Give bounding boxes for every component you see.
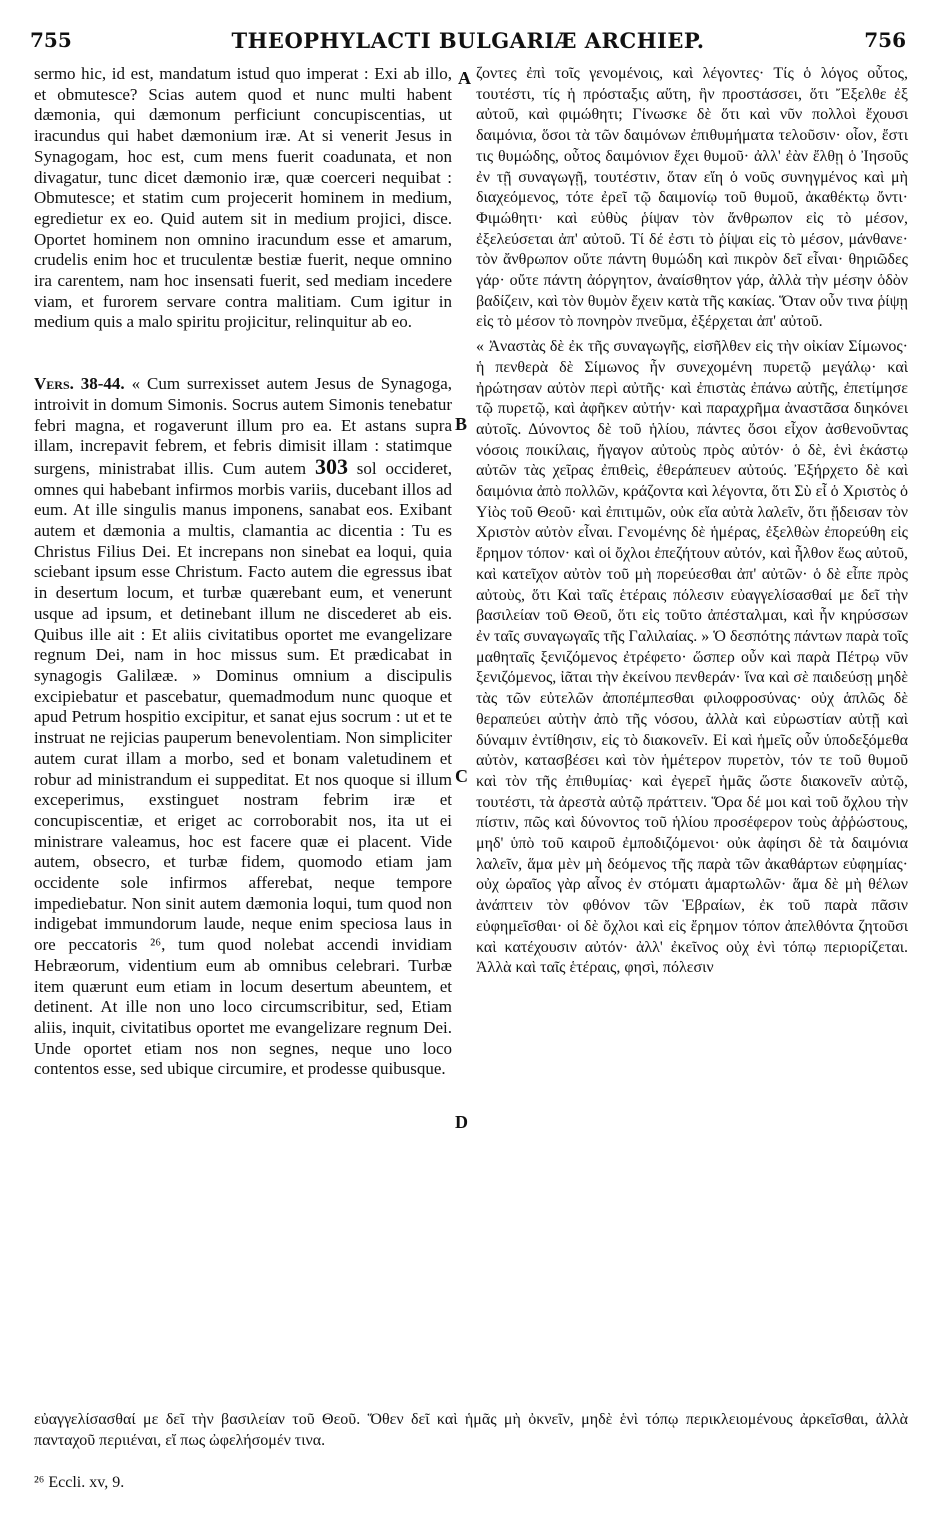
margin-marker-b: B bbox=[455, 414, 468, 434]
margin-marker-a: A bbox=[458, 68, 471, 88]
greek-column bbox=[476, 64, 908, 979]
latin-paragraph-2-start: « Cum surrexisset autem Jesus de Synagoga, introivit in domum Simonis. Socrus autem Simonis tenebatur febri magna, et rogaverunt illum pro ea. Et astans supra illam, increpavit febrem, et febris dimisit illam : statimque surgens, ministrabat illis. Cum autem bbox=[34, 374, 452, 478]
latin-column bbox=[34, 64, 452, 1080]
margin-marker-d: D bbox=[455, 1112, 468, 1132]
page-header bbox=[30, 28, 906, 58]
greek-continuation: εὐαγγελίσασθαί με δεῖ τὴν βασιλείαν τοῦ Θεοῦ. Ὅθεν δεῖ καὶ ἡμᾶς μὴ ὀκνεῖν, μηδὲ ἑνὶ τόπῳ περικλειομένους ἀρκεῖσθαι, ἀλλὰ πανταχοῦ περιιέναι, εἴ πως ὠφελήσομέν τινα. bbox=[34, 1411, 908, 1449]
running-title: THEOPHYLACTI BULGARIÆ ARCHIEP. bbox=[231, 28, 705, 53]
margin-marker-c: C bbox=[455, 766, 468, 786]
column-number: 303 bbox=[314, 453, 348, 479]
greek-paragraph-1: ζοντες ἐπὶ τοῖς γενομένοις, καὶ λέγοντες· Τίς ὁ λόγος οὗτος, τουτέστι, τίς ἡ πρόσταξις αὕτη, ἣν προστάσσει, ὅτι Ἔξελθε ἐξ αὐτοῦ, καὶ φιμώθητι; Γίνωσκε δὲ ὅτι καὶ νῦν πολλοὶ ἔχουσι δαιμόνια, ὅσοι τὰ τῶν δαιμόνων ἐπιθυμήματα τελοῦσιν· οἷον, ἔστι τις θυμώδης, οὗτος δαιμόνιον ἔχει θυμοῦ· ἀλλ' ἐὰν ἔλθῃ ὁ Ἰησοῦς ἐν τῇ συναγωγῇ, τουτέστιν, ὅταν εἴη ὁ νοῦς συνηγμένος καὶ μὴ διαχεόμενος, τότε ἐρεῖ τῷ δαιμονίῳ τοῦ θυμοῦ, ἀκαθέκτῳ ὄντι· Φιμώθητι· καὶ εὐθὺς ῥίψαν τὸν ἄνθρωπον εἰς τὸ μέσον, ἐξελεύσεται ἀπ' αὐτοῦ. Τί δέ ἐστι τὸ ῥίψαι εἰς τὸ μέσον, μάνθανε· τὸν ἄνθρωπον οὔτε πάντη θυμώδη καὶ πικρὸν δεῖ εἶναι· θηριῶδες γάρ· οὔτε πάντη ἀόργητον, ἀναίσθητον γάρ, ἀλλὰ τὴν μέσην ὁδὸν βαδίζειν, καὶ τὸν θυμὸν ἔχειν κατὰ τῆς κακίας. Ὅταν οὖν τινα ῥίψῃ εἰς τὸ μέσον τὸ πονηρὸν πνεῦμα, ἐξέρχεται ἀπ' αὐτοῦ. bbox=[476, 65, 908, 331]
footnote: ²⁶ Eccli. xv, 9. bbox=[34, 1474, 125, 1491]
latin-paragraph-1: sermo hic, id est, mandatum istud quo imperat : Exi ab illo, et obmutesce? Scias autem quod et nunc multi habent dæmonia, qui dæmonum perficiunt concupiscentias, ut iracundus qui habet dæmonium iræ. At si venerit Jesus in Synagogam, hoc est, cum mens fuerit coadunata, et non divagatur, tunc dicet dæmonio iræ, quæ coerceri nequibat : Obmutesce; et statim cum projecerit hominem in medium, egredietur ex eo. Quid autem sit in medium projici, disce. Oportet hominem non omnino iracundum esse et amarum, crudelis enim hoc et truculentæ bestiæ fuerit, neque omnino ira carentem, nam hoc insensati fuerit, sed mediam incedere viam, et furorem servare contra malitiam. Cum igitur in medium quis a malo spiritu projicitur, relinquitur ab eo. bbox=[34, 64, 452, 332]
latin-paragraph-2-rest: sol occideret, omnes qui habebant infirmos morbis variis, ducebant illos ad eum. At ille singulis manus imponens, sanabat eos. Exibant autem et dæmonia a multis, clamantia ac dicentia : Tu es Christus Filius Dei. Et increpans non sinebat ea loqui, quia sciebant ipsum esse Christum. Facto autem die egressus ibat in desertum locum, et turbæ quærebant eum, et venerunt usque ad ipsum, et detinebant illum ne discederet ab eis. Quibus ille ait : Et aliis civitatibus oportet me evangelizare regnum Dei, nam in hoc missus sum. Et prædicabat in synagogis Galilææ. » Dominus omnium a discipulis excipiebatur et pascebatur, quemadmodum nunc quoque et apud Petrum hospitio excipitur, et sanat ejus socrum : ut et te instruat ne rejicias pauperum benevolentiam. Non simpliciter autem curat illam a morbo, sed et bonam valetudinem et robur ad ministrandum ei suppeditat. Et nos quoque si illum exceperimus, exstinguet nostram febrim iræ et concupiscentiæ, et eriget ac corroborabit nos, ita ut ei ministrare valeamus, hoc est facere quæ ei placent. Vide autem, obsecro, et turbæ fidem, quomodo etiam jam occidente sole infirmos afferebat, neque tempore impediebatur. Non sinit autem dæmonia loqui, tum quod non indigebat immundorum laude, neque enim speciosa laus in ore peccatoris ²⁶, tum quod nolebat accendi invidiam Hebræorum, videntium eum ab omnibus celebrari. Turbæ item quærunt eum etiam in locum desertum abeuntem, et detinent. At ille non uno loco circumscribitur, sed, Etiam aliis, inquit, civitatibus oportet me evangelizare regnum Dei. Unde oportet etiam nos non segnes, neque uno loco contentos esse, sed ubique circumire, et prodesse quibusque. bbox=[34, 458, 452, 1079]
greek-paragraph-2: « Ἀναστὰς δὲ ἐκ τῆς συναγωγῆς, εἰσῆλθεν εἰς τὴν οἰκίαν Σίμωνος· ἡ πενθερὰ δὲ Σίμωνος ἦν συνεχομένη πυρετῷ μεγάλῳ· καὶ ἠρώτησαν αὐτὸν περὶ αὐτῆς· καὶ ἐπιστὰς ἐπάνω αὐτῆς, ἐπετίμησε τῷ πυρετῷ, καὶ ἀφῆκεν αὐτήν· καὶ παραχρῆμα ἀναστᾶσα διηκόνει αὐτοῖς. Δύνοντος δὲ τοῦ ἡλίου, πάντες ὅσοι εἶχον ἀσθενοῦντας νόσοις ποικίλαις, ἤγαγον αὐτοὺς πρὸς αὐτόν· ὁ δὲ, ἑνὶ ἑκάστῳ αὐτῶν τὰς χεῖρας ἐπιθεὶς, ἐθεράπευεν αὐτούς. Ἐξήρχετο δὲ καὶ δαιμόνια ἀπὸ πολλῶν, κράζοντα καὶ λέγοντα, ὅτι Σὺ εἶ ὁ Χριστὸς ὁ Υἱὸς τοῦ Θεοῦ· καὶ ἐπιτιμῶν, οὐκ εἴα αὐτὰ λαλεῖν, ὅτι ᾔδεισαν τὸν Χριστὸν αὐτὸν εἶναι. Γενομένης δὲ ἡμέρας, ἐξελθὼν ἐπορεύθη εἰς ἔρημον τόπον· καὶ οἱ ὄχλοι ἐπεζήτουν αὐτόν, καὶ ἦλθον ἕως αὐτοῦ, καὶ κατεῖχον αὐτὸν τοῦ μὴ πορεύεσθαι ἀπ' αὐτῶν· ὁ δὲ εἶπε πρὸς αὐτοὺς, ὅτι Καὶ ταῖς ἑτέραις πόλεσιν εὐαγγελίσασθαί με δεῖ τὴν βασιλείαν τοῦ Θεοῦ, ὅτι εἰς τοῦτο ἀπέσταλμαι, καὶ ἦν κηρύσσων ἐν ταῖς συναγωγαῖς τῆς Γαλιλαίας. » Ὁ δεσπότης πάντων παρὰ τοῖς μαθηταῖς ξενιζόμενος ἐτρέφετο· ὥσπερ οὖν καὶ παρὰ Πέτρῳ νῦν ξενιζόμενος, ἰᾶται τὴν ἐκείνου πενθεράν· ἵνα καὶ σὲ παιδεύσῃ μηδὲ τὰς τῶν εὐτελῶν ἀποπέμπεσθαι φιλοφροσύνας· οὐχ ἁπλῶς δὲ θεραπεύει αὐτὴν ἀπὸ τῆς νόσου, ἀλλὰ καὶ εὐρωστίαν αὐτῇ καὶ δύναμιν ἐντίθησιν, εἰς τὸ διακονεῖν. Εἰ καὶ ἡμεῖς οὖν ὑποδεξόμεθα αὐτὸν, κατασβέσει καὶ τὸν ἡμέτερον πυρετὸν, τόν τε τοῦ θυμοῦ καὶ τὸν τῆς ἐπιθυμίας· καὶ ἐγερεῖ ἡμᾶς ὥστε διακονεῖν αὐτῷ, τουτέστι, τὰ ἀρεστὰ αὐτῷ πράττειν. Ὅρα δέ μοι καὶ τοῦ ὄχλου τὴν πίστιν, πῶς καὶ δύνοντος τοῦ ἡλίου προσέφερον τοὺς ἀῤῥώστους, μηδ' ὑπὸ τοῦ καιροῦ ἐμποδιζόμενοι· οὐκ ἀφίησι δὲ τὰ δαιμόνια λαλεῖν, ἅμα μὲν μὴ δεόμενος τῆς παρὰ τῶν ἀκαθάρτων εὐφημίας· οὐχ ὡραῖος γὰρ αἶνος ἐν στόματι ἁμαρτωλῶν· ἅμα δὲ μὴ θέλων ἀνάπτειν τὸν φθόνον τῶν Ἑβραίων, ἐκ τοῦ παρὰ πᾶσιν εὐφημεῖσθαι· οἱ δὲ ὄχλοι καὶ εἰς ἔρημον τόπον ἀπελθόντα ζητοῦσι καὶ κατέχουσιν αὐτόν· ἀλλ' ἐκεῖνος οὐχ ἑνὶ τόπῳ περιορίζεται. Ἀλλὰ καὶ ταῖς ἑτέραις, φησὶ, πόλεσιν bbox=[476, 338, 908, 977]
latin-paragraph-2 bbox=[34, 374, 452, 1080]
verse-label: Vers. 38-44. bbox=[34, 374, 125, 394]
left-page-number: 755 bbox=[30, 28, 72, 52]
right-page-number: 756 bbox=[864, 28, 906, 52]
